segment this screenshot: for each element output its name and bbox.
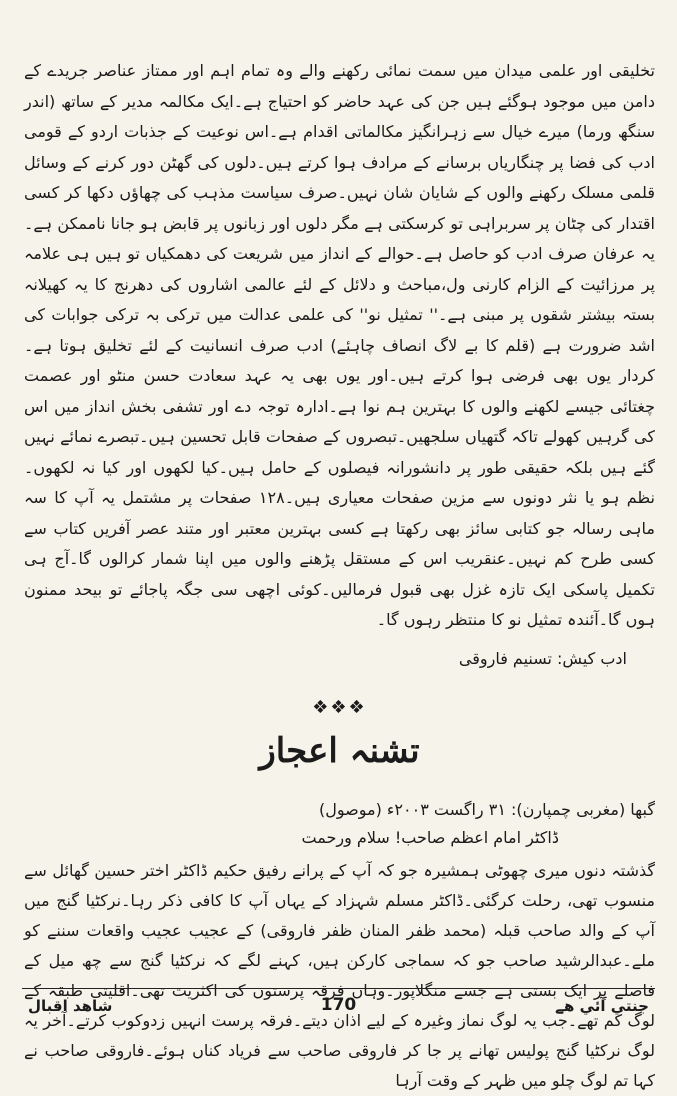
- section-divider-ornament: ❖❖❖: [312, 696, 367, 718]
- footer-book-title: جنتي آئي هے: [555, 997, 649, 1015]
- footer-author: شاهد اقبال: [28, 997, 113, 1015]
- letter-two-title: تشنہ اعجاز: [259, 730, 420, 771]
- page-number: 170: [320, 995, 357, 1015]
- letter-two-place-date: گبھا (مغربی چمپارن): ۳۱ راگست ۲۰۰۳ء (موصول): [319, 799, 655, 819]
- letter-two-salutation: ڈاکٹر امام اعظم صاحب! سلام ورحمت: [301, 827, 559, 847]
- letter-one-body: تخلیقی اور علمی میدان میں سمت نمائی رکھنے والے وہ تمام اہم اور ممتاز عناصر جریدے کے دامن میں موجود ہوگئے ہیں جن کی عہد حاضر کو احتیاج ہے۔ایک مکالمہ مدیر کے ساتھ (اندر سنگھ ورما) میرے خیال سے زہرانگیز مکالماتی اقدام ہے۔اس نوعیت کے جذبات اردو کے قومی ادب کی فضا پر چنگاریاں برسانے کے مرادف ہوا کرتے ہیں۔دلوں کی گھٹن دور کرنے کے وسائل قلمی مسلک رکھنے والوں کے شایان شان نہیں۔صرف سیاست مذہب کی چھاؤں دکھا کر کسی اقتدار کی چٹان پر سربراہی تو کرسکتی ہے مگر دلوں اور زبانوں پر قابض ہو جانا ناممکن ہے۔یہ عرفان صرف ادب کو حاصل ہے۔حوالے کے انداز میں شریعت کی دھمکیاں تو ہیں ہی علامہ پر مرزائیت کے الزام کارنی ول،مباحث و دلائل کے لئے عالمی اشاروں کی دھرنج کا یہ کھیلانہ بستہ بیشتر شقوں پر مبنی ہے۔'' تمثیل نو'' کی علمی عدالت میں ترکی بہ ترکی جوابات کی اشد ضرورت ہے (قلم کا بے لاگ انصاف چاہئے) ادب صرف انسانیت کے لئے تخلیق ہوتا ہے۔کردار یوں بھی فرضی ہوا کرتے ہیں۔اور یوں بھی یہ عہد سعادت حسن منٹو اور عصمت چغتائی جیسے لکھنے والوں کا بہترین ہم نوا ہے۔ادارہ توجہ دے اور تشفی بخش انداز میں اس کی گرہیں کھولے تاکہ گتھیاں سلجھیں۔تبصروں کے صفحات قابل تحسین ہیں۔تبصرے نمائے نہیں گئے ہیں بلکہ حقیقی طور پر دانشورانہ فیصلوں کے حامل ہیں۔کیا لکھوں اور کیا نہ لکھوں۔نظم ہو یا نثر دونوں سے مزین صفحات معیاری ہیں۔۱۲۸ صفحات پر مشتمل یہ آپ کا سہ ماہی رسالہ جو کتابی سائز بھی رکھتا ہے کسی بہترین معتبر اور متند عصر آفریں کتاب سے کسی طرح کم نہیں۔عنقریب اس کے مستقل پڑھنے والوں میں اپنا شمار کرالوں گا۔آج ہی تکمیل پاسکی ایک تازہ غزل بھی قبول فرمالیں۔کوئی اچھی سی جگہ پاجائے تو بیحد ممنون ہوں گا۔آئندہ تمثیل نو کا منتظر رہوں گا۔: [24, 61, 655, 629]
- letter-two-body: گذشتہ دنوں میری چھوٹی ہمشیرہ جو کہ آپ کے پرانے رفیق حکیم ڈاکٹر اختر حسین گھائل سے منسوب تھی، رحلت کرگئی۔ڈاکٹر مسلم شہزاد کے یہاں آپ کا کافی ذکر رہا۔نرکٹیا گنج میں آپ کے والد صاحب قبلہ (محمد ظفر المنان ظفر فاروقی) کے عجیب عجیب واقعات سننے کو ملے۔عبدالرشید صاحب جو کہ سماجی کارکن ہیں، کہنے لگے کہ نرکٹیا گنج سے چھ میل کے فاصلے پر ایک بستی ہے جسے منگلاپور۔وہاں فرقہ پرستوں کی اکثریت تھی۔اقلیتی طبقہ کے لوگ کم تھے۔جب یہ لوگ نماز وغیرہ کے لیے اذان دیتے۔فرقہ پرست انہیں زدوکوب کرتے۔آخر یہ لوگ نرکٹیا گنج پولیس تھانے پر جا کر فاروقی صاحب سے فریاد کناں ہوئے۔فاروقی صاحب نے کہا تم لوگ چلو میں ظہر کے وقت آرہا: [24, 860, 655, 1090]
- page-footer: [22, 988, 655, 1029]
- letter-one-signature: ادب کیش: تسنیم فاروقی: [458, 648, 627, 668]
